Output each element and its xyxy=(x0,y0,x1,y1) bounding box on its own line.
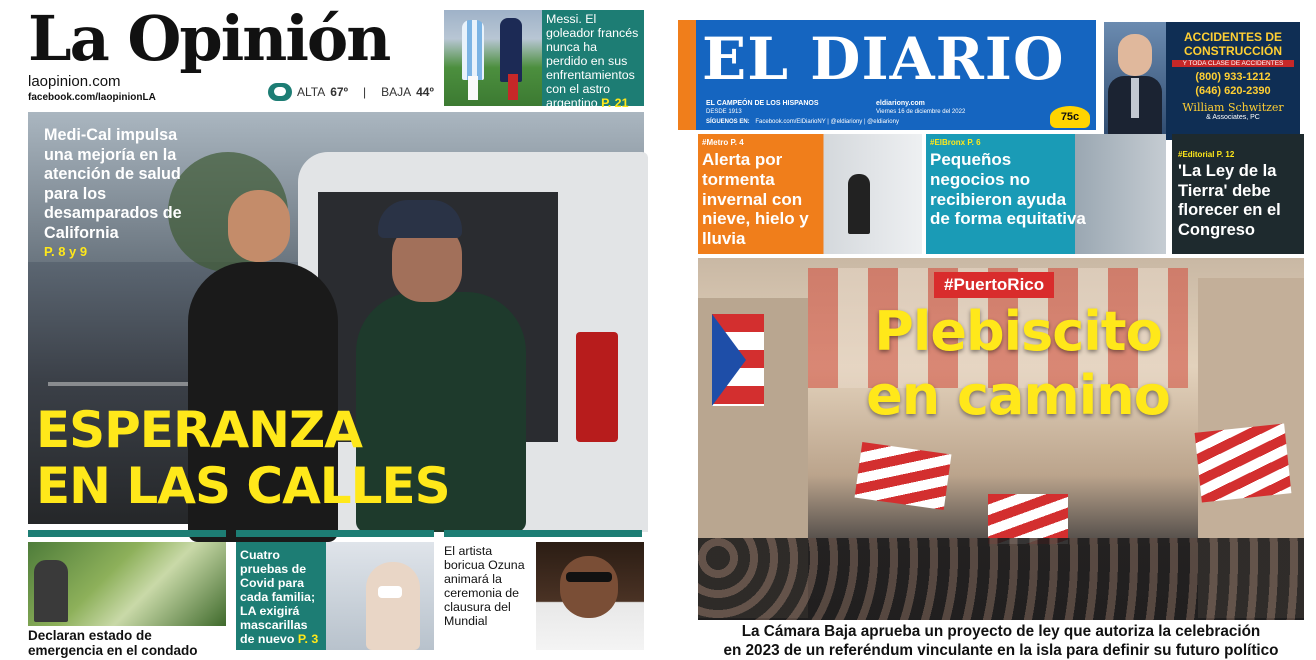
teaser-box[interactable] xyxy=(542,10,644,110)
la-opinion-facebook: facebook.com/laopinionLA xyxy=(28,92,156,103)
bottom-story-1-text: Declaran estado de emergencia en el condado xyxy=(28,628,198,658)
ad-name: William Schwitzer xyxy=(1182,101,1284,114)
el-diario-orange-bar xyxy=(678,20,696,130)
price-badge xyxy=(1050,106,1090,128)
ad-phone-2: (646) 620-2390 xyxy=(1195,85,1271,97)
lawyer-ad[interactable] xyxy=(1104,22,1300,140)
el-diario-social xyxy=(706,119,899,125)
soccer-photo xyxy=(444,10,542,106)
teaser-1[interactable] xyxy=(698,134,922,254)
photo-credit: Getty Images xyxy=(680,574,686,610)
el-diario-since: DESDE 1913 xyxy=(706,109,742,115)
ad-firm: & Associates, PC xyxy=(1206,114,1260,121)
teaser-2-text: Pequeños negocios no recibieron ayuda de forma equitativa xyxy=(930,150,1086,229)
weather-high-value: 67º xyxy=(330,85,348,99)
la-opinion-headline-line-1: ESPERANZA xyxy=(36,401,362,459)
el-diario-headline-line-2: en camino xyxy=(866,364,1170,427)
bottom-rule-3 xyxy=(444,530,642,537)
teaser-2[interactable] xyxy=(926,134,1166,254)
weather xyxy=(268,82,434,102)
el-diario-headline-line-1: Plebiscito xyxy=(874,300,1162,363)
teaser-text: Messi. El goleador francés nunca ha perdido en sus enfrentamientos con el astro argentino xyxy=(546,12,639,110)
el-diario-site: eldiariony.com xyxy=(876,100,925,107)
teaser-1-text: Alerta por tormenta invernal con nieve, hielo y lluvia xyxy=(702,150,809,249)
el-diario-masthead: EL DIARIO xyxy=(702,25,1065,93)
el-diario-front-page xyxy=(678,10,1304,659)
bottom-rule-1 xyxy=(28,530,226,537)
lead-text[interactable] xyxy=(44,126,184,260)
bottom-story-2-text: Cuatro pruebas de Covid para cada familia; LA exigirá mascarillas de nuevo xyxy=(240,548,316,646)
teaser-3-tag: #Editorial P. 12 xyxy=(1178,150,1235,159)
bottom-story-3[interactable] xyxy=(444,544,536,650)
weather-separator: | xyxy=(362,85,367,99)
hashtag-badge[interactable] xyxy=(934,272,1054,298)
price-value: 75c xyxy=(1060,111,1080,123)
deck[interactable] xyxy=(698,622,1304,659)
la-opinion-headline[interactable] xyxy=(36,402,636,514)
covid-test-photo xyxy=(326,542,434,650)
lead-text-body: Medi-Cal impulsa una mejoría en la atención de salud para los desamparados de California xyxy=(44,126,182,242)
bottom-story-1[interactable] xyxy=(28,628,226,658)
hashtag-text: #PuertoRico xyxy=(944,275,1045,294)
bottom-story-2-page: P. 3 xyxy=(297,632,319,646)
weather-low-label: BAJA xyxy=(381,85,412,99)
ozuna-photo xyxy=(536,542,644,650)
cloud-icon xyxy=(268,83,292,101)
lawyer-photo xyxy=(1104,22,1166,140)
bottom-story-2-box[interactable] xyxy=(236,542,326,650)
el-diario-tagline: EL CAMPEÓN DE LOS HISPANOS xyxy=(706,100,819,107)
deck-line-1: La Cámara Baja aprueba un proyecto de ley que autoriza la celebración xyxy=(741,623,1261,640)
garden-photo xyxy=(28,542,226,626)
deck-line-2: en 2023 de un referéndum vinculante en la isla para definir su futuro político xyxy=(723,642,1279,659)
el-diario-date: Viernes 16 de diciembre del 2022 xyxy=(876,109,966,115)
la-opinion-headline-line-2: EN LAS CALLES xyxy=(36,457,450,515)
ad-title-1: ACCIDENTES DE xyxy=(1183,30,1282,44)
lead-pages: P. 8 y 9 xyxy=(44,243,88,259)
bottom-rule-2 xyxy=(236,530,434,537)
weather-high-label: ALTA xyxy=(297,85,326,99)
teaser-2-tag: #ElBronx P. 6 xyxy=(930,138,981,147)
ad-phone-1: (800) 933-1212 xyxy=(1195,71,1271,83)
weather-low-value: 44º xyxy=(416,85,434,99)
ad-sub: Y TODA CLASE DE ACCIDENTES xyxy=(1172,60,1294,67)
la-opinion-site: laopinion.com xyxy=(28,73,121,90)
follow-label: SÍGUENOS EN: xyxy=(706,119,750,125)
pr-flag-icon xyxy=(712,314,764,406)
la-opinion-masthead: La Opinión xyxy=(28,2,390,75)
el-diario-headline[interactable] xyxy=(778,300,1258,428)
la-opinion-front-page xyxy=(28,2,644,658)
teaser-3[interactable] xyxy=(1172,134,1304,254)
teaser-3-text: 'La Ley de la Tierra' debe florecer en el Congreso xyxy=(1178,162,1281,239)
bottom-story-3-text: El artista boricua Ozuna animará la ceremonia de clausura del Mundial xyxy=(444,544,525,628)
teaser-page: P. 21 xyxy=(601,96,629,110)
teaser-1-tag: #Metro P. 4 xyxy=(702,138,744,147)
ad-title-2: CONSTRUCCIÓN xyxy=(1184,44,1282,58)
social-handles: Facebook.com/ElDiarioNY | @eldiariony | @eldiariony xyxy=(755,119,899,125)
